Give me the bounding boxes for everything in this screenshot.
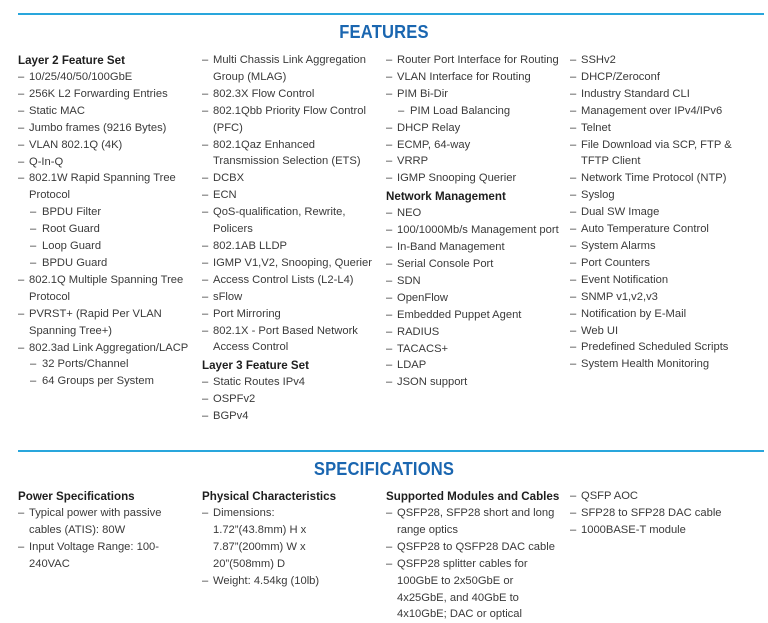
spec-item-dimensions: – Dimensions: [202,505,372,522]
feature-item-loop-guard: – Loop Guard [18,238,190,255]
spec-heading-power-specifications: Power Specifications [18,490,135,503]
feature-item-snmp-v1-v2-v3: – SNMP v1,v2,v3 [570,289,750,306]
feature-item-dual-sw-image: – Dual SW Image [570,204,750,221]
spec-item-typical-power-with-passive-cables-atis-8: – Typical power with passive cables (ATIS): 80W [18,505,194,539]
features-column-4 [570,52,750,373]
feature-item-json-support: – JSON support [386,374,566,391]
feature-item-sshv2: – SSHv2 [570,52,750,69]
feature-heading-layer-3-feature-set: Layer 3 Feature Set [202,359,309,373]
feature-item-vrrp: – VRRP [386,153,566,170]
feature-item-port-counters: – Port Counters [570,255,750,272]
specifications-title: SPECIFICATIONS [313,459,455,479]
feature-item-pim-bi-dir: – PIM Bi-Dir [386,86,566,103]
feature-item-predefined-scheduled-scripts: – Predefined Scheduled Scripts [570,339,750,356]
feature-item-802-3x-flow-control: – 802.3X Flow Control [202,86,380,103]
features-title: FEATURES [339,22,429,42]
specifications-column-1 [18,488,194,573]
features-top-rule [18,13,764,15]
feature-item-802-1qaz-enhanced-transmission-selection: – 802.1Qaz Enhanced Transmission Selection (ETS) [202,137,380,171]
feature-item-openflow: – OpenFlow [386,290,566,307]
feature-item-qos-qualification-rewrite-policers: – QoS-qualification, Rewrite, Policers [202,204,380,238]
specifications-column-3 [386,488,566,623]
feature-item-serial-console-port: – Serial Console Port [386,256,566,273]
feature-item-in-band-management: – In-Band Management [386,239,566,256]
spec-heading-physical-characteristics: Physical Characteristics [202,490,337,503]
spec-item-1000base-t-module: – 1000BASE-T module [570,522,750,539]
feature-item-100-1000mb-s-management-port: – 100/1000Mb/s Management port [386,222,566,239]
feature-item-notification-by-e-mail: – Notification by E-Mail [570,306,750,323]
spec-item-weight-4-54kg-10lb: – Weight: 4.54kg (10lb) [202,573,372,590]
feature-item-jumbo-frames-9216-bytes: – Jumbo frames (9216 Bytes) [18,120,190,137]
feature-item-sdn: – SDN [386,273,566,290]
spec-item-sfp28-to-sfp28-dac-cable: – SFP28 to SFP28 DAC cable [570,505,750,522]
feature-item-802-1q-multiple-spanning-tree-protocol: – 802.1Q Multiple Spanning Tree Protocol [18,272,190,306]
feature-item-ospfv2: – OSPFv2 [202,391,380,408]
features-column-3 [386,52,566,391]
feature-item-802-3ad-link-aggregation-lacp: – 802.3ad Link Aggregation/LACP [18,340,190,357]
feature-item-web-ui: – Web UI [570,323,750,340]
spec-item-qsfp28-sfp28-short-and-long-range-optics: – QSFP28, SFP28 short and long range optics [386,505,566,539]
feature-item-802-1ab-lldp: – 802.1AB LLDP [202,238,380,255]
feature-item-pim-load-balancing: – PIM Load Balancing [386,103,566,120]
feature-item-vlan-interface-for-routing: – VLAN Interface for Routing [386,69,566,86]
feature-item-dhcp-zeroconf: – DHCP/Zeroconf [570,69,750,86]
feature-item-syslog: – Syslog [570,187,750,204]
feature-item-ecmp-64-way: – ECMP, 64-way [386,137,566,154]
feature-item-tacacs: – TACACS+ [386,341,566,358]
feature-item-static-mac: – Static MAC [18,103,190,120]
feature-item-64-groups-per-system: – 64 Groups per System [18,373,190,390]
feature-item-auto-temperature-control: – Auto Temperature Control [570,221,750,238]
feature-item-q-in-q: – Q-In-Q [18,154,190,171]
feature-item-32-ports-channel: – 32 Ports/Channel [18,356,190,373]
spec-item-7-87-200mm-w-x: 7.87”(200mm) W x [213,540,306,553]
specifications-column-4 [570,488,750,539]
feature-item-igmp-v1-v2-snooping-querier: – IGMP V1,V2, Snooping, Querier [202,255,380,272]
feature-item-management-over-ipv4-ipv6: – Management over IPv4/IPv6 [570,103,750,120]
spec-item-input-voltage-range-100-240vac: – Input Voltage Range: 100-240VAC [18,539,194,573]
feature-item-bpdu-guard: – BPDU Guard [18,255,190,272]
feature-item-sflow: – sFlow [202,289,380,306]
feature-item-event-notification: – Event Notification [570,272,750,289]
specifications-column-2 [202,488,372,590]
feature-heading-network-management: Network Management [386,190,506,204]
spec-item-qsfp28-splitter-cables-for-100gbe-to-2x5: – QSFP28 splitter cables for 100GbE to 2x50GbE or 4x25GbE, and 40GbE to 4x10GbE; DAC or optical [386,556,566,623]
feature-item-vlan-802-1q-4k: – VLAN 802.1Q (4K) [18,137,190,154]
feature-item-256k-l2-forwarding-entries: – 256K L2 Forwarding Entries [18,86,190,103]
features-column-2 [202,52,380,425]
feature-item-bgpv4: – BGPv4 [202,408,380,425]
feature-item-802-1w-rapid-spanning-tree-protocol: – 802.1W Rapid Spanning Tree Protocol [18,170,190,204]
feature-item-ecn: – ECN [202,187,380,204]
spec-item-qsfp-aoc: – QSFP AOC [570,488,750,505]
feature-item-802-1x-port-based-network-access-control: – 802.1X - Port Based Network Access Control [202,323,380,357]
feature-item-bpdu-filter: – BPDU Filter [18,204,190,221]
spec-item-qsfp28-to-qsfp28-dac-cable: – QSFP28 to QSFP28 DAC cable [386,539,566,556]
feature-item-network-time-protocol-ntp: – Network Time Protocol (NTP) [570,170,750,187]
spec-item-1-72-43-8mm-h-x: 1.72”(43.8mm) H x [213,523,307,536]
spec-heading-supported-modules-and-cables: Supported Modules and Cables [386,490,560,503]
feature-item-multi-chassis-link-aggregation-group-mla: – Multi Chassis Link Aggregation Group (MLAG) [202,52,380,86]
feature-item-pvrst-rapid-per-vlan-spanning-tree: – PVRST+ (Rapid Per VLAN Spanning Tree+) [18,306,190,340]
feature-item-file-download-via-scp-ftp-tftp-client: – File Download via SCP, FTP & TFTP Client [570,137,750,171]
feature-item-ldap: – LDAP [386,357,566,374]
feature-item-router-port-interface-for-routing: – Router Port Interface for Routing [386,52,566,69]
feature-item-static-routes-ipv4: – Static Routes IPv4 [202,374,380,391]
feature-item-embedded-puppet-agent: – Embedded Puppet Agent [386,307,566,324]
feature-item-10-25-40-50-100gbe: – 10/25/40/50/100GbE [18,69,190,86]
feature-heading-layer-2-feature-set: Layer 2 Feature Set [18,54,125,67]
feature-item-dhcp-relay: – DHCP Relay [386,120,566,137]
feature-item-radius: – RADIUS [386,324,566,341]
spec-item-20-508mm-d: 20”(508mm) D [213,557,286,570]
specifications-top-rule [18,450,764,452]
feature-item-802-1qbb-priority-flow-control-pfc: – 802.1Qbb Priority Flow Control (PFC) [202,103,380,137]
feature-item-telnet: – Telnet [570,120,750,137]
feature-item-dcbx: – DCBX [202,170,380,187]
feature-item-access-control-lists-l2-l4: – Access Control Lists (L2-L4) [202,272,380,289]
feature-item-system-health-monitoring: – System Health Monitoring [570,356,750,373]
feature-item-port-mirroring: – Port Mirroring [202,306,380,323]
feature-item-igmp-snooping-querier: – IGMP Snooping Querier [386,170,566,187]
feature-item-root-guard: – Root Guard [18,221,190,238]
features-column-1 [18,52,190,390]
feature-item-neo: – NEO [386,205,566,222]
feature-item-industry-standard-cli: – Industry Standard CLI [570,86,750,103]
feature-item-system-alarms: – System Alarms [570,238,750,255]
